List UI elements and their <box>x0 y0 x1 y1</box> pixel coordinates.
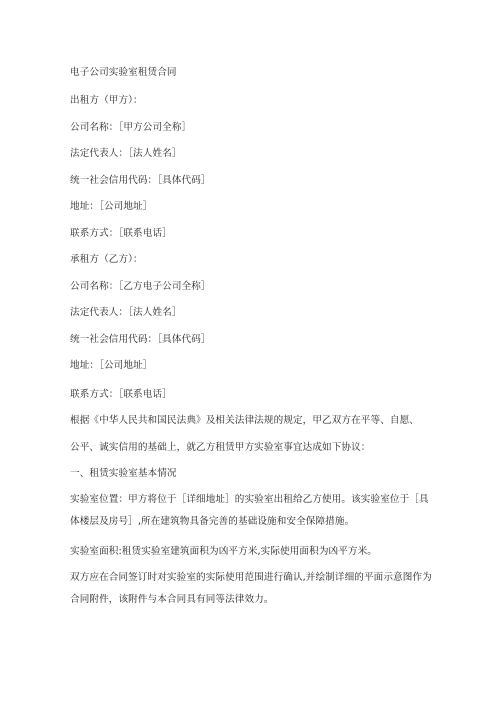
lessee-address: 地址：［公司地址］ <box>70 360 153 371</box>
document-title: 电子公司实验室租赁合同 <box>70 67 177 78</box>
lessee-legal-rep: 法定代表人：［法人姓名］ <box>70 307 182 318</box>
section-1-area: 实验室面积:租赁实验室建筑面积为凶平方米,实际使用面积为凶平方米。 <box>70 546 377 557</box>
lessor-address: 地址：［公司地址］ <box>70 201 153 212</box>
section-1-heading: 一、租赁实验室基本情况 <box>70 468 177 479</box>
lessee-company-name: 公司名称：［乙方电子公司全称］ <box>70 281 211 292</box>
section-1-location: 实验室位置：甲方将位于［详细地址］的实验室出租给乙方使用。该实验室位于［具体楼层及房号］,所在建筑物具备完善的基础设施和安全保障措施。 <box>70 494 429 527</box>
lessor-company-name: 公司名称：［甲方公司全称］ <box>70 122 192 133</box>
section-1-confirmation: 双方应在合同签订时对实验室的实际使用范围进行确认,并绘制详细的平面示意图作为合同附件，该附件与本合同具有同等法律效力。 <box>70 572 432 605</box>
lessor-contact: 联系方式：［联系电话］ <box>70 228 172 239</box>
preamble-line-2: 公平、诚实信用的基础上，就乙方租赁甲方实验室事宜达成如下协议： <box>70 442 371 453</box>
lessee-credit-code: 统一社会信用代码：［具体代码］ <box>70 334 211 345</box>
lessor-legal-rep: 法定代表人：［法人姓名］ <box>70 148 182 159</box>
lessor-credit-code: 统一社会信用代码：［具体代码］ <box>70 175 211 186</box>
preamble-line-1: 根据《中华人民共和国民法典》及相关法律法规的规定，甲乙双方在平等、自愿、 <box>70 415 419 426</box>
lessee-heading: 承租方（乙方）： <box>70 254 143 265</box>
lessee-contact: 联系方式：［联系电话］ <box>70 389 172 400</box>
lessor-heading: 出租方（甲方）： <box>70 95 143 106</box>
